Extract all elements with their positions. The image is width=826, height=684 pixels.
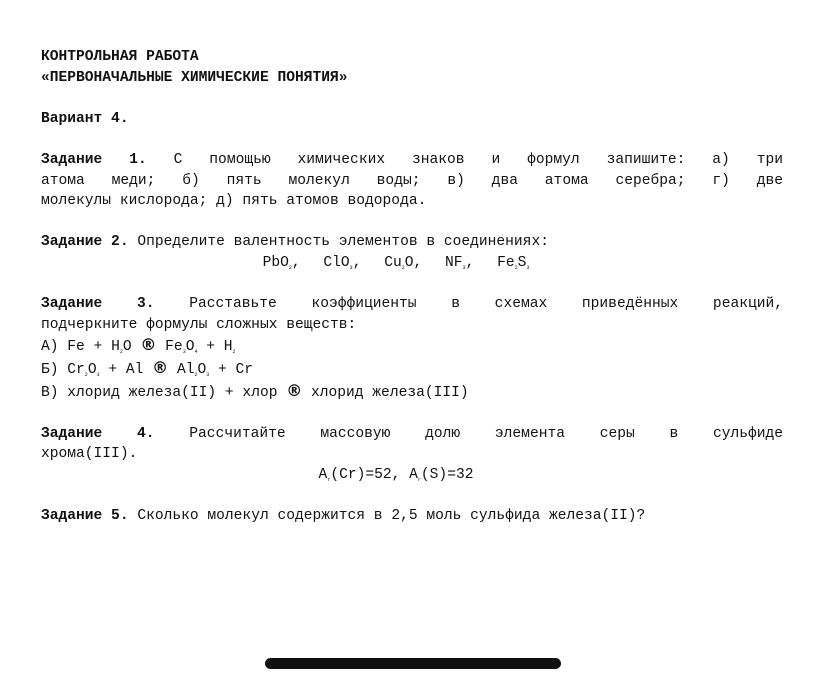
arrow-c: ®	[286, 380, 303, 400]
home-indicator[interactable]	[265, 658, 561, 669]
formula-fe2s3: $Fe_2S_3$	[497, 254, 530, 271]
task5-label: Задание 5.	[41, 508, 129, 525]
task4-line2: хрома(III).	[41, 446, 138, 463]
task3-line1: Задание 3. Расставьте коэффициенты в схемах приведённых реакций,	[41, 296, 783, 313]
task1-line1: Задание 1. С помощью химических знаков и формул запишите: а) три	[41, 151, 783, 168]
document	[41, 47, 783, 527]
task1-line3: молекулы кислорода; д) пять атомов водорода.	[41, 193, 427, 210]
title-line-1: КОНТРОЛЬНАЯ РАБОТА	[41, 49, 199, 65]
reaction-b: Б) $Cr_2O_3 + Al$ ® $Al_2O_3 + Cr$	[41, 357, 254, 378]
task4-line1: Задание 4. Рассчитайте массовую долю элемента серы в сульфиде	[41, 425, 784, 442]
task3-line2: подчеркните формулы сложных веществ:	[41, 316, 357, 333]
task3-label: Задание 3.	[41, 296, 155, 313]
arrow-b: ®	[152, 357, 169, 377]
formula-pbo2: PbO$_2$,	[262, 254, 301, 271]
reaction-a: А) $Fe + H_2O$ ® $Fe_3O_4 + H_2$	[41, 335, 236, 356]
arrow-a: ®	[140, 335, 157, 355]
task1-line2: атома меди; б) пять молекул воды; в) два атома серебра; г) две	[41, 172, 783, 189]
reaction-c: В) хлорид железа(II) + хлор ® хлорид железа(III)	[41, 380, 469, 401]
variant-label: Вариант 4.	[41, 110, 129, 127]
formula-nf3: $NF_3$,	[445, 254, 475, 271]
task5-line1: Задание 5. Сколько молекул содержится в 2,5 моль сульфида железа(II)?	[41, 508, 646, 525]
task4-label: Задание 4.	[41, 425, 155, 442]
task1-label: Задание 1.	[41, 151, 147, 168]
task2-formulas	[41, 253, 783, 274]
task2-line1: Задание 2. Определите валентность элементов в соединениях:	[41, 234, 549, 251]
formula-cu2o: $Cu_2O$,	[384, 254, 423, 271]
task2-label: Задание 2.	[41, 234, 129, 251]
task4-given: $A_r(Cr)=52$, $A_r(S)=32$	[318, 466, 474, 483]
title-line-2: «ПЕРВОНАЧАЛЬНЫЕ ХИМИЧЕСКИЕ ПОНЯТИЯ»	[41, 69, 348, 86]
formula-clo3: ClO$_3$,	[323, 254, 362, 271]
